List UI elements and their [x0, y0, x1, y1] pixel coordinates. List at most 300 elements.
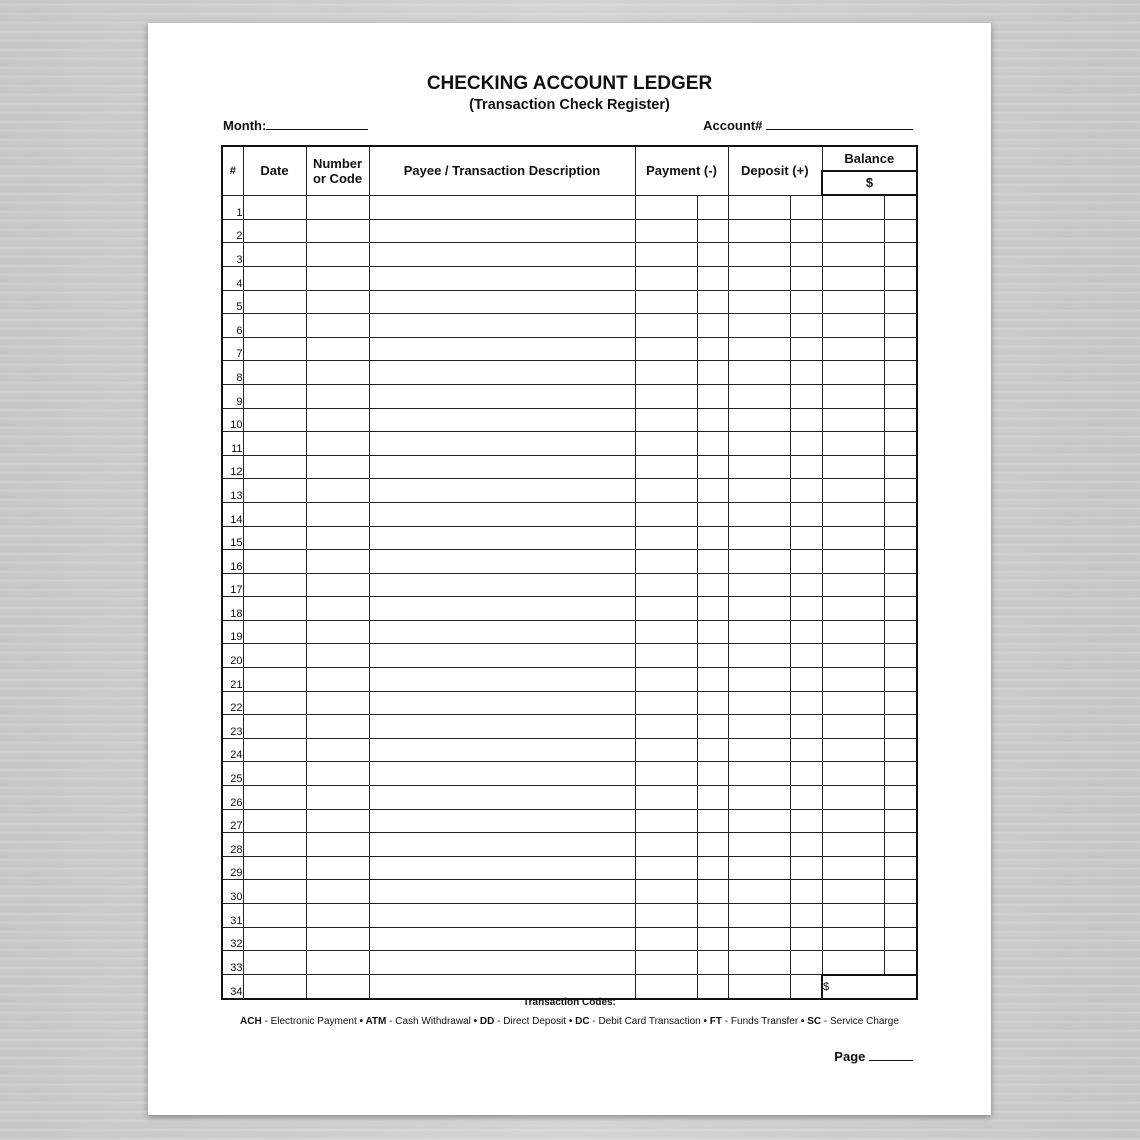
deposit-cents-cell[interactable]: [790, 620, 822, 644]
payment-cents-cell[interactable]: [697, 243, 728, 267]
payment-cents-cell[interactable]: [697, 502, 728, 526]
deposit-dollars-cell[interactable]: [728, 550, 790, 574]
payment-cents-cell[interactable]: [697, 195, 728, 219]
deposit-cents-cell[interactable]: [790, 833, 822, 857]
deposit-dollars-cell[interactable]: [728, 833, 790, 857]
deposit-cents-cell[interactable]: [790, 927, 822, 951]
payee-cell[interactable]: [369, 384, 635, 408]
payee-cell[interactable]: [369, 738, 635, 762]
balance-dollars-cell[interactable]: [822, 809, 884, 833]
balance-dollars-cell[interactable]: [822, 455, 884, 479]
date-cell[interactable]: [243, 809, 306, 833]
payee-cell[interactable]: [369, 762, 635, 786]
balance-cents-cell[interactable]: [884, 809, 917, 833]
balance-dollars-cell[interactable]: [822, 502, 884, 526]
date-cell[interactable]: [243, 927, 306, 951]
payee-cell[interactable]: [369, 219, 635, 243]
balance-cents-cell[interactable]: [884, 644, 917, 668]
deposit-dollars-cell[interactable]: [728, 644, 790, 668]
date-cell[interactable]: [243, 243, 306, 267]
payment-dollars-cell[interactable]: [635, 384, 697, 408]
payment-dollars-cell[interactable]: [635, 762, 697, 786]
payee-cell[interactable]: [369, 550, 635, 574]
date-cell[interactable]: [243, 644, 306, 668]
account-blank-line[interactable]: [766, 116, 913, 130]
date-cell[interactable]: [243, 479, 306, 503]
balance-cents-cell[interactable]: [884, 833, 917, 857]
deposit-dollars-cell[interactable]: [728, 526, 790, 550]
deposit-dollars-cell[interactable]: [728, 266, 790, 290]
deposit-dollars-cell[interactable]: [728, 573, 790, 597]
payment-cents-cell[interactable]: [697, 337, 728, 361]
date-cell[interactable]: [243, 975, 306, 1000]
payment-dollars-cell[interactable]: [635, 266, 697, 290]
deposit-dollars-cell[interactable]: [728, 738, 790, 762]
balance-cents-cell[interactable]: [884, 314, 917, 338]
date-cell[interactable]: [243, 290, 306, 314]
date-cell[interactable]: [243, 337, 306, 361]
payment-cents-cell[interactable]: [697, 809, 728, 833]
deposit-cents-cell[interactable]: [790, 738, 822, 762]
deposit-dollars-cell[interactable]: [728, 479, 790, 503]
balance-dollars-cell[interactable]: [822, 715, 884, 739]
payment-dollars-cell[interactable]: [635, 219, 697, 243]
balance-cents-cell[interactable]: [884, 266, 917, 290]
balance-dollars-cell[interactable]: [822, 738, 884, 762]
deposit-dollars-cell[interactable]: [728, 337, 790, 361]
payment-cents-cell[interactable]: [697, 550, 728, 574]
number-code-cell[interactable]: [306, 384, 369, 408]
number-code-cell[interactable]: [306, 762, 369, 786]
deposit-dollars-cell[interactable]: [728, 314, 790, 338]
balance-dollars-cell[interactable]: [822, 573, 884, 597]
balance-cents-cell[interactable]: [884, 904, 917, 928]
deposit-cents-cell[interactable]: [790, 880, 822, 904]
payment-dollars-cell[interactable]: [635, 904, 697, 928]
number-code-cell[interactable]: [306, 361, 369, 385]
payment-dollars-cell[interactable]: [635, 526, 697, 550]
payee-cell[interactable]: [369, 856, 635, 880]
deposit-cents-cell[interactable]: [790, 243, 822, 267]
deposit-cents-cell[interactable]: [790, 266, 822, 290]
deposit-dollars-cell[interactable]: [728, 361, 790, 385]
balance-cents-cell[interactable]: [884, 573, 917, 597]
payee-cell[interactable]: [369, 880, 635, 904]
date-cell[interactable]: [243, 904, 306, 928]
date-cell[interactable]: [243, 526, 306, 550]
deposit-dollars-cell[interactable]: [728, 219, 790, 243]
balance-dollars-cell[interactable]: [822, 479, 884, 503]
payment-cents-cell[interactable]: [697, 361, 728, 385]
balance-cents-cell[interactable]: [884, 786, 917, 810]
deposit-cents-cell[interactable]: [790, 408, 822, 432]
payment-cents-cell[interactable]: [697, 904, 728, 928]
payee-cell[interactable]: [369, 502, 635, 526]
payment-cents-cell[interactable]: [697, 290, 728, 314]
balance-dollars-cell[interactable]: [822, 927, 884, 951]
payment-dollars-cell[interactable]: [635, 691, 697, 715]
balance-cents-cell[interactable]: [884, 384, 917, 408]
deposit-cents-cell[interactable]: [790, 384, 822, 408]
date-cell[interactable]: [243, 951, 306, 975]
deposit-cents-cell[interactable]: [790, 195, 822, 219]
number-code-cell[interactable]: [306, 479, 369, 503]
balance-cents-cell[interactable]: [884, 668, 917, 692]
payee-cell[interactable]: [369, 526, 635, 550]
number-code-cell[interactable]: [306, 738, 369, 762]
date-cell[interactable]: [243, 715, 306, 739]
number-code-cell[interactable]: [306, 856, 369, 880]
deposit-dollars-cell[interactable]: [728, 384, 790, 408]
payment-cents-cell[interactable]: [697, 951, 728, 975]
deposit-dollars-cell[interactable]: [728, 809, 790, 833]
payee-cell[interactable]: [369, 408, 635, 432]
payment-cents-cell[interactable]: [697, 975, 728, 1000]
number-code-cell[interactable]: [306, 809, 369, 833]
balance-dollars-cell[interactable]: [822, 786, 884, 810]
number-code-cell[interactable]: [306, 975, 369, 1000]
payment-dollars-cell[interactable]: [635, 786, 697, 810]
deposit-cents-cell[interactable]: [790, 290, 822, 314]
number-code-cell[interactable]: [306, 314, 369, 338]
payment-cents-cell[interactable]: [697, 762, 728, 786]
number-code-cell[interactable]: [306, 408, 369, 432]
balance-dollars-cell[interactable]: [822, 526, 884, 550]
deposit-cents-cell[interactable]: [790, 809, 822, 833]
deposit-cents-cell[interactable]: [790, 526, 822, 550]
balance-cents-cell[interactable]: [884, 455, 917, 479]
deposit-dollars-cell[interactable]: [728, 668, 790, 692]
balance-dollars-cell[interactable]: [822, 361, 884, 385]
balance-dollars-cell[interactable]: [822, 550, 884, 574]
deposit-dollars-cell[interactable]: [728, 290, 790, 314]
deposit-dollars-cell[interactable]: [728, 408, 790, 432]
date-cell[interactable]: [243, 620, 306, 644]
deposit-cents-cell[interactable]: [790, 762, 822, 786]
date-cell[interactable]: [243, 762, 306, 786]
payment-cents-cell[interactable]: [697, 408, 728, 432]
number-code-cell[interactable]: [306, 337, 369, 361]
deposit-dollars-cell[interactable]: [728, 597, 790, 621]
deposit-dollars-cell[interactable]: [728, 620, 790, 644]
payee-cell[interactable]: [369, 975, 635, 1000]
number-code-cell[interactable]: [306, 951, 369, 975]
deposit-dollars-cell[interactable]: [728, 195, 790, 219]
balance-dollars-cell[interactable]: [822, 856, 884, 880]
payee-cell[interactable]: [369, 432, 635, 456]
balance-cents-cell[interactable]: [884, 691, 917, 715]
date-cell[interactable]: [243, 219, 306, 243]
number-code-cell[interactable]: [306, 715, 369, 739]
balance-dollars-cell[interactable]: [822, 691, 884, 715]
number-code-cell[interactable]: [306, 620, 369, 644]
deposit-dollars-cell[interactable]: [728, 455, 790, 479]
payment-dollars-cell[interactable]: [635, 738, 697, 762]
payment-dollars-cell[interactable]: [635, 833, 697, 857]
deposit-dollars-cell[interactable]: [728, 880, 790, 904]
payment-dollars-cell[interactable]: [635, 195, 697, 219]
payee-cell[interactable]: [369, 479, 635, 503]
date-cell[interactable]: [243, 195, 306, 219]
date-cell[interactable]: [243, 786, 306, 810]
date-cell[interactable]: [243, 691, 306, 715]
number-code-cell[interactable]: [306, 573, 369, 597]
payee-cell[interactable]: [369, 691, 635, 715]
deposit-dollars-cell[interactable]: [728, 786, 790, 810]
payment-dollars-cell[interactable]: [635, 856, 697, 880]
number-code-cell[interactable]: [306, 502, 369, 526]
date-cell[interactable]: [243, 361, 306, 385]
deposit-dollars-cell[interactable]: [728, 762, 790, 786]
payee-cell[interactable]: [369, 620, 635, 644]
deposit-cents-cell[interactable]: [790, 502, 822, 526]
deposit-cents-cell[interactable]: [790, 361, 822, 385]
balance-dollars-cell[interactable]: [822, 762, 884, 786]
balance-cents-cell[interactable]: [884, 597, 917, 621]
deposit-cents-cell[interactable]: [790, 975, 822, 1000]
balance-cents-cell[interactable]: [884, 738, 917, 762]
payment-dollars-cell[interactable]: [635, 408, 697, 432]
payee-cell[interactable]: [369, 337, 635, 361]
starting-balance-cell[interactable]: $: [822, 171, 917, 196]
balance-cents-cell[interactable]: [884, 432, 917, 456]
payment-cents-cell[interactable]: [697, 856, 728, 880]
payment-dollars-cell[interactable]: [635, 975, 697, 1000]
date-cell[interactable]: [243, 738, 306, 762]
balance-dollars-cell[interactable]: [822, 668, 884, 692]
balance-cents-cell[interactable]: [884, 856, 917, 880]
payment-cents-cell[interactable]: [697, 526, 728, 550]
date-cell[interactable]: [243, 384, 306, 408]
payee-cell[interactable]: [369, 455, 635, 479]
payee-cell[interactable]: [369, 361, 635, 385]
number-code-cell[interactable]: [306, 691, 369, 715]
payment-dollars-cell[interactable]: [635, 927, 697, 951]
month-blank-line[interactable]: [266, 116, 368, 130]
deposit-dollars-cell[interactable]: [728, 691, 790, 715]
date-cell[interactable]: [243, 455, 306, 479]
balance-dollars-cell[interactable]: [822, 243, 884, 267]
payment-dollars-cell[interactable]: [635, 620, 697, 644]
payment-cents-cell[interactable]: [697, 219, 728, 243]
deposit-dollars-cell[interactable]: [728, 856, 790, 880]
payee-cell[interactable]: [369, 314, 635, 338]
payment-dollars-cell[interactable]: [635, 573, 697, 597]
payment-cents-cell[interactable]: [697, 573, 728, 597]
payee-cell[interactable]: [369, 243, 635, 267]
deposit-cents-cell[interactable]: [790, 550, 822, 574]
number-code-cell[interactable]: [306, 644, 369, 668]
balance-dollars-cell[interactable]: [822, 408, 884, 432]
number-code-cell[interactable]: [306, 243, 369, 267]
balance-dollars-cell[interactable]: [822, 337, 884, 361]
balance-cents-cell[interactable]: [884, 243, 917, 267]
number-code-cell[interactable]: [306, 266, 369, 290]
balance-dollars-cell[interactable]: [822, 290, 884, 314]
balance-dollars-cell[interactable]: [822, 195, 884, 219]
payment-dollars-cell[interactable]: [635, 290, 697, 314]
payment-dollars-cell[interactable]: [635, 715, 697, 739]
number-code-cell[interactable]: [306, 455, 369, 479]
payment-cents-cell[interactable]: [697, 738, 728, 762]
date-cell[interactable]: [243, 502, 306, 526]
payment-dollars-cell[interactable]: [635, 668, 697, 692]
payee-cell[interactable]: [369, 644, 635, 668]
deposit-dollars-cell[interactable]: [728, 927, 790, 951]
balance-cents-cell[interactable]: [884, 361, 917, 385]
payment-cents-cell[interactable]: [697, 432, 728, 456]
payee-cell[interactable]: [369, 927, 635, 951]
date-cell[interactable]: [243, 266, 306, 290]
balance-dollars-cell[interactable]: [822, 219, 884, 243]
balance-dollars-cell[interactable]: [822, 620, 884, 644]
deposit-dollars-cell[interactable]: [728, 502, 790, 526]
number-code-cell[interactable]: [306, 597, 369, 621]
deposit-cents-cell[interactable]: [790, 668, 822, 692]
number-code-cell[interactable]: [306, 904, 369, 928]
balance-cents-cell[interactable]: [884, 927, 917, 951]
payment-dollars-cell[interactable]: [635, 479, 697, 503]
payment-cents-cell[interactable]: [697, 715, 728, 739]
payee-cell[interactable]: [369, 715, 635, 739]
balance-dollars-cell[interactable]: [822, 644, 884, 668]
payment-cents-cell[interactable]: [697, 455, 728, 479]
payment-cents-cell[interactable]: [697, 479, 728, 503]
deposit-dollars-cell[interactable]: [728, 975, 790, 1000]
number-code-cell[interactable]: [306, 219, 369, 243]
payment-dollars-cell[interactable]: [635, 550, 697, 574]
deposit-dollars-cell[interactable]: [728, 432, 790, 456]
payment-dollars-cell[interactable]: [635, 337, 697, 361]
payment-cents-cell[interactable]: [697, 644, 728, 668]
payee-cell[interactable]: [369, 668, 635, 692]
number-code-cell[interactable]: [306, 195, 369, 219]
balance-dollars-cell[interactable]: [822, 597, 884, 621]
number-code-cell[interactable]: [306, 550, 369, 574]
deposit-cents-cell[interactable]: [790, 691, 822, 715]
deposit-cents-cell[interactable]: [790, 597, 822, 621]
balance-cents-cell[interactable]: [884, 479, 917, 503]
balance-dollars-cell[interactable]: [822, 880, 884, 904]
balance-dollars-cell[interactable]: [822, 266, 884, 290]
balance-dollars-cell[interactable]: [822, 833, 884, 857]
balance-cents-cell[interactable]: [884, 880, 917, 904]
payment-dollars-cell[interactable]: [635, 880, 697, 904]
balance-cents-cell[interactable]: [884, 762, 917, 786]
balance-cents-cell[interactable]: [884, 550, 917, 574]
payment-cents-cell[interactable]: [697, 927, 728, 951]
deposit-cents-cell[interactable]: [790, 951, 822, 975]
payment-cents-cell[interactable]: [697, 314, 728, 338]
date-cell[interactable]: [243, 597, 306, 621]
balance-cents-cell[interactable]: [884, 290, 917, 314]
deposit-dollars-cell[interactable]: [728, 904, 790, 928]
deposit-cents-cell[interactable]: [790, 573, 822, 597]
balance-cents-cell[interactable]: [884, 715, 917, 739]
balance-dollars-cell[interactable]: [822, 384, 884, 408]
number-code-cell[interactable]: [306, 786, 369, 810]
number-code-cell[interactable]: [306, 880, 369, 904]
date-cell[interactable]: [243, 880, 306, 904]
payment-dollars-cell[interactable]: [635, 432, 697, 456]
payment-dollars-cell[interactable]: [635, 809, 697, 833]
date-cell[interactable]: [243, 833, 306, 857]
deposit-cents-cell[interactable]: [790, 715, 822, 739]
deposit-dollars-cell[interactable]: [728, 951, 790, 975]
payee-cell[interactable]: [369, 904, 635, 928]
balance-dollars-cell[interactable]: [822, 904, 884, 928]
date-cell[interactable]: [243, 573, 306, 597]
date-cell[interactable]: [243, 668, 306, 692]
deposit-dollars-cell[interactable]: [728, 243, 790, 267]
date-cell[interactable]: [243, 314, 306, 338]
deposit-cents-cell[interactable]: [790, 856, 822, 880]
payee-cell[interactable]: [369, 951, 635, 975]
payment-cents-cell[interactable]: [697, 597, 728, 621]
deposit-cents-cell[interactable]: [790, 786, 822, 810]
number-code-cell[interactable]: [306, 668, 369, 692]
payment-dollars-cell[interactable]: [635, 455, 697, 479]
deposit-cents-cell[interactable]: [790, 479, 822, 503]
balance-dollars-cell[interactable]: [822, 951, 884, 975]
ending-balance-cell[interactable]: $: [822, 975, 917, 1000]
balance-cents-cell[interactable]: [884, 195, 917, 219]
payment-dollars-cell[interactable]: [635, 314, 697, 338]
number-code-cell[interactable]: [306, 833, 369, 857]
payee-cell[interactable]: [369, 266, 635, 290]
payment-cents-cell[interactable]: [697, 266, 728, 290]
number-code-cell[interactable]: [306, 526, 369, 550]
date-cell[interactable]: [243, 856, 306, 880]
payee-cell[interactable]: [369, 597, 635, 621]
balance-cents-cell[interactable]: [884, 337, 917, 361]
payment-cents-cell[interactable]: [697, 786, 728, 810]
payee-cell[interactable]: [369, 573, 635, 597]
balance-cents-cell[interactable]: [884, 620, 917, 644]
deposit-cents-cell[interactable]: [790, 219, 822, 243]
payment-dollars-cell[interactable]: [635, 502, 697, 526]
page-blank-line[interactable]: [869, 1047, 913, 1061]
deposit-cents-cell[interactable]: [790, 644, 822, 668]
deposit-dollars-cell[interactable]: [728, 715, 790, 739]
payment-dollars-cell[interactable]: [635, 243, 697, 267]
payee-cell[interactable]: [369, 809, 635, 833]
date-cell[interactable]: [243, 408, 306, 432]
payee-cell[interactable]: [369, 786, 635, 810]
payment-cents-cell[interactable]: [697, 384, 728, 408]
payment-cents-cell[interactable]: [697, 880, 728, 904]
number-code-cell[interactable]: [306, 290, 369, 314]
balance-cents-cell[interactable]: [884, 502, 917, 526]
payee-cell[interactable]: [369, 290, 635, 314]
number-code-cell[interactable]: [306, 927, 369, 951]
payment-cents-cell[interactable]: [697, 833, 728, 857]
balance-dollars-cell[interactable]: [822, 314, 884, 338]
payment-cents-cell[interactable]: [697, 691, 728, 715]
deposit-cents-cell[interactable]: [790, 337, 822, 361]
balance-cents-cell[interactable]: [884, 408, 917, 432]
payment-cents-cell[interactable]: [697, 668, 728, 692]
payment-dollars-cell[interactable]: [635, 597, 697, 621]
balance-cents-cell[interactable]: [884, 219, 917, 243]
deposit-cents-cell[interactable]: [790, 314, 822, 338]
deposit-cents-cell[interactable]: [790, 455, 822, 479]
deposit-cents-cell[interactable]: [790, 432, 822, 456]
payment-dollars-cell[interactable]: [635, 644, 697, 668]
balance-cents-cell[interactable]: [884, 526, 917, 550]
payment-cents-cell[interactable]: [697, 620, 728, 644]
deposit-cents-cell[interactable]: [790, 904, 822, 928]
